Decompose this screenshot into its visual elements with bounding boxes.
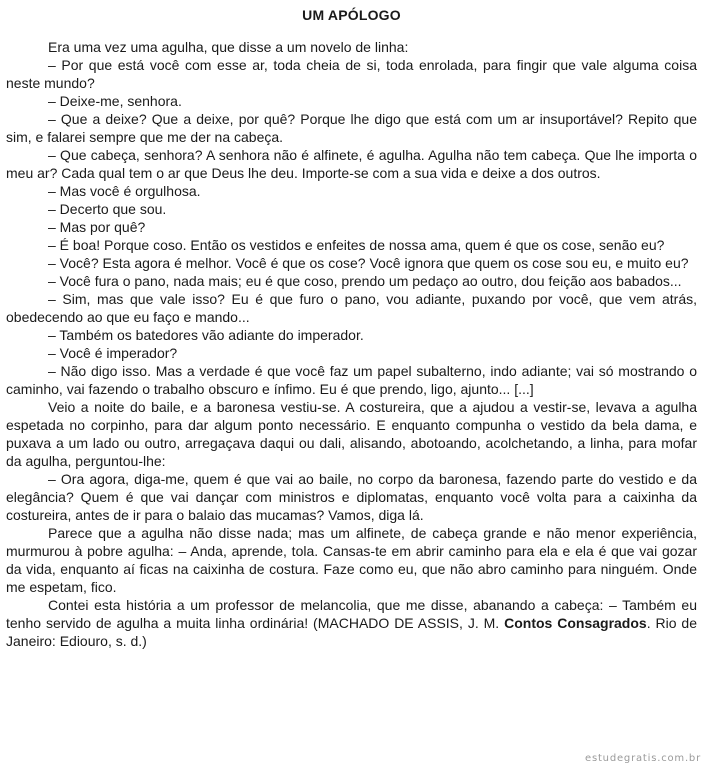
paragraph: Era uma vez uma agulha, que disse a um novelo de linha: <box>48 39 409 55</box>
paragraph: – Sim, mas que vale isso? Eu é que furo o pano, vou adiante, puxando por você, que vem atrás, obedecendo ao que eu faço e mando... <box>6 291 697 325</box>
paragraph: – Decerto que sou. <box>48 201 167 217</box>
site-watermark: estudegratis.com.br <box>585 753 701 764</box>
paragraph: Veio a noite do baile, e a baronesa vestiu-se. A costureira, que a ajudou a vestir-se, levava a agulha espetada no corpinho, para dar algum ponto necessário. E enquanto compunha o vestido da bela dama, e puxava a um lado ou outro, arregaçava daqui ou dali, alisando, abotoando, acolchetando, a linha, para mofar da agulha, perguntou-lhe: <box>6 399 697 469</box>
book-title: Contos Consagrados <box>504 615 647 631</box>
paragraph: – Mas você é orgulhosa. <box>48 183 201 199</box>
paragraph: – Ora agora, diga-me, quem é que vai ao baile, no corpo da baronesa, fazendo parte do vestido e da elegância? Quem é que vai dançar com ministros e diplomatas, enquanto você volta para a caixinha da costureira, antes de ir para o balaio das mucamas? Vamos, diga lá. <box>6 471 697 523</box>
paragraph: – É boa! Porque coso. Então os vestidos e enfeites de nossa ama, quem é que os cose, senão eu? <box>48 237 665 253</box>
citation-publisher: . Rio de Janeiro: Ediouro, s. d.) <box>6 615 697 649</box>
closing-text: Contei esta história a um professor de melancolia, que me disse, abanando a cabeça: – Também eu tenho servido de agulha a muita linha ordinária! (MACHADO DE ASSIS, J. M. <box>6 597 697 631</box>
closing-paragraph <box>6 596 697 650</box>
paragraph: – Você fura o pano, nada mais; eu é que coso, prendo um pedaço ao outro, dou feição aos babados... <box>48 273 682 289</box>
paragraph: – Que a deixe? Que a deixe, por quê? Porque lhe digo que está com um ar insuportável? Repito que sim, e falarei sempre que me der na cabeça. <box>6 111 697 145</box>
paragraph: – Você? Esta agora é melhor. Você é que os cose? Você ignora que quem os cose sou eu, e muito eu? <box>48 255 689 271</box>
paragraph: – Não digo isso. Mas a verdade é que você faz um papel subalterno, indo adiante; vai só mostrando o caminho, vai fazendo o trabalho obscuro e ínfimo. Eu é que prendo, ligo, ajunto... [...] <box>6 363 697 397</box>
paragraph: Parece que a agulha não disse nada; mas um alfinete, de cabeça grande e não menor experiência, murmurou à pobre agulha: – Anda, aprende, tola. Cansas-te em abrir caminho para ela e ela é que vai gozar da vida, enquanto aí ficas na caixinha de costura. Faze como eu, que não abro caminho para ninguém. Onde me espetam, fico. <box>6 525 697 595</box>
paragraph: – Mas por quê? <box>48 219 146 235</box>
story-text <box>6 38 697 650</box>
paragraph: – Que cabeça, senhora? A senhora não é alfinete, é agulha. Agulha não tem cabeça. Que lhe importa o meu ar? Cada qual tem o ar que Deus lhe deu. Importe-se com a sua vida e deixe a dos outros. <box>6 147 697 181</box>
paragraph: – Por que está você com esse ar, toda cheia de si, toda enrolada, para fingir que vale alguma coisa neste mundo? <box>6 57 697 91</box>
paragraph: – Você é imperador? <box>48 345 178 361</box>
document-title: UM APÓLOGO <box>302 7 401 23</box>
paragraph: – Deixe-me, senhora. <box>48 93 182 109</box>
document <box>6 6 697 650</box>
paragraph: – Também os batedores vão adiante do imperador. <box>48 327 364 343</box>
